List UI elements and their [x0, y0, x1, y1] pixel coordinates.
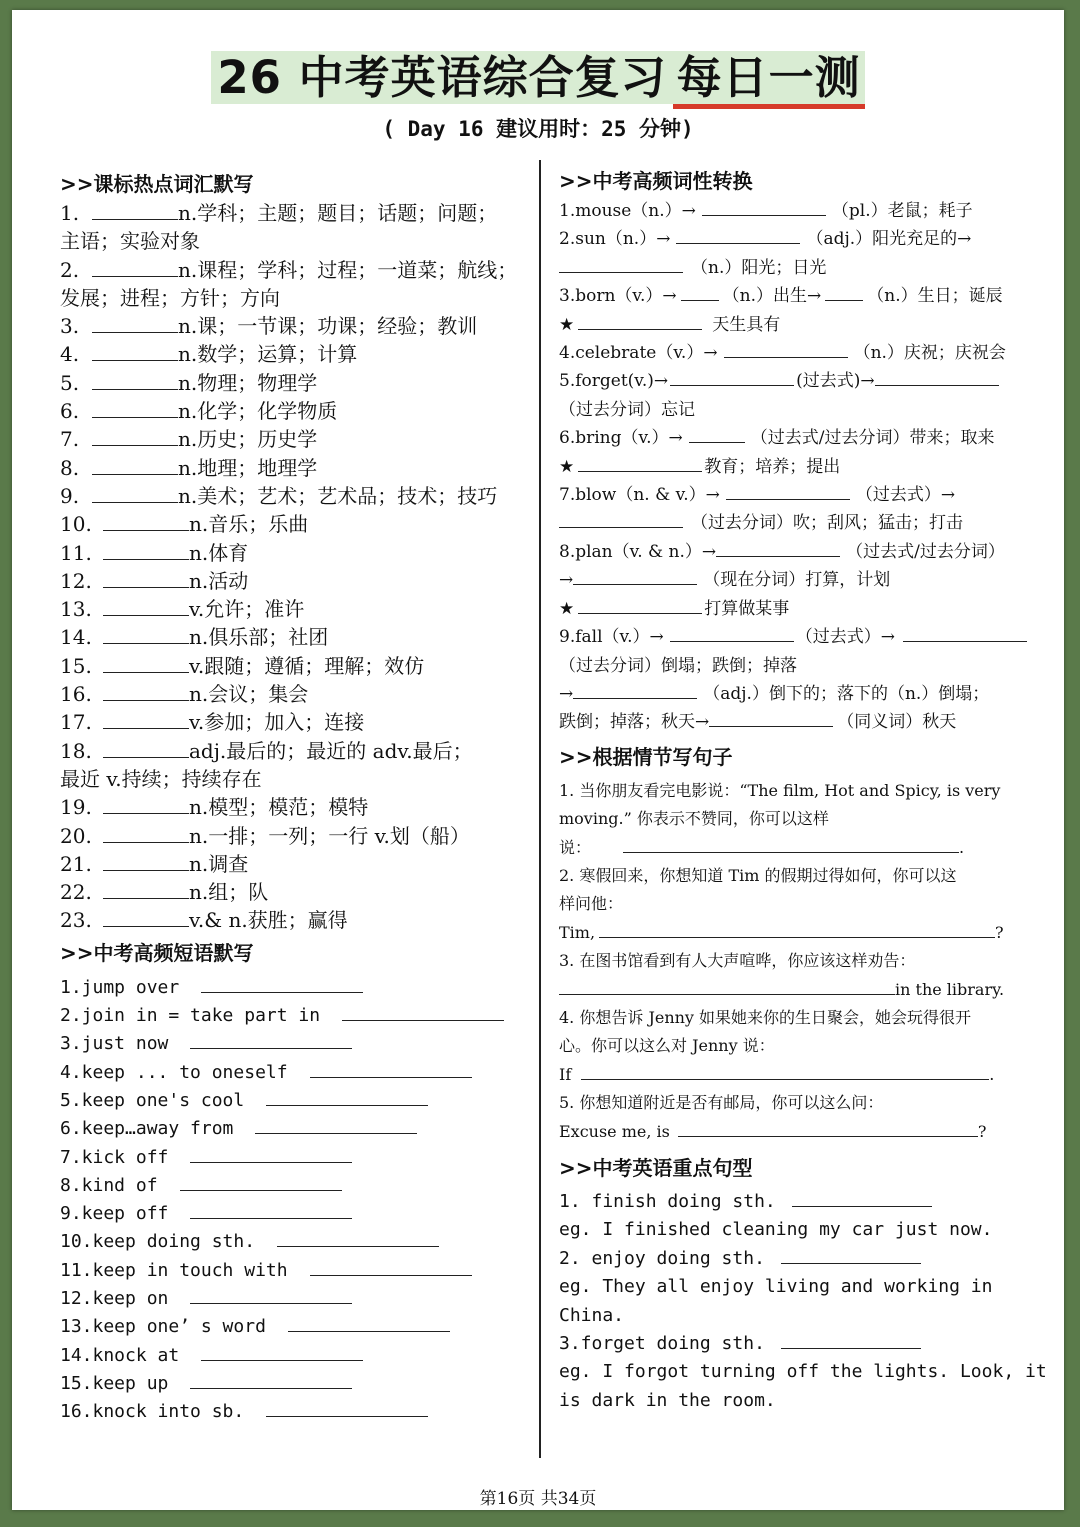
vocab-item [60, 793, 532, 821]
phrase-text: 11.keep in touch with [60, 1259, 288, 1281]
wordform-line: 6.bring（v.）→ （过去式/过去分词）带来；取来 [559, 424, 1037, 452]
pattern-example: is dark in the room. [559, 1389, 776, 1411]
answer-blank[interactable] [103, 512, 189, 531]
pattern-example: eg. They all enjoy living and working in [559, 1276, 993, 1298]
vocab-item [60, 397, 532, 425]
section-heading-sentences: >>根据情节写句子 [559, 744, 733, 769]
worksheet-page [12, 10, 1064, 1510]
answer-blank[interactable] [288, 1313, 450, 1332]
section-heading-phrases: >>中考高频短语默写 [60, 940, 254, 965]
section-heading-wordforms: >>中考高频词性转换 [559, 169, 753, 193]
vocab-item [60, 369, 532, 397]
vocab-meaning: n.数学；运算；计算 [178, 342, 358, 367]
item-number: 12. [60, 568, 92, 593]
sentence-line: Excuse me, is ? [559, 1118, 1037, 1146]
answer-blank[interactable] [190, 1200, 352, 1219]
phrase-item [60, 1313, 532, 1341]
sentence-line: in the library. [559, 976, 1037, 1004]
answer-blank[interactable] [92, 427, 178, 446]
sentence-line: 心。你可以这么对 Jenny 说： [559, 1036, 775, 1056]
wordform-line: （过去分词）吹；刮风；猛击；打击 [559, 509, 1037, 537]
item-number: 4. [60, 342, 80, 367]
item-number: 18. [60, 738, 92, 763]
phrase-text: 4.keep ... to oneself [60, 1061, 288, 1083]
answer-blank[interactable] [190, 1285, 352, 1304]
phrase-text: 10.keep doing sth. [60, 1231, 256, 1253]
sentence-list [559, 777, 1037, 1146]
title-part-2: 每日一测 [673, 51, 865, 109]
phrase-item [60, 1398, 532, 1426]
vocab-item [60, 850, 532, 878]
answer-blank[interactable] [92, 371, 178, 390]
vocab-item [60, 878, 532, 906]
item-number: 23. [60, 908, 92, 933]
item-number: 14. [60, 625, 92, 650]
answer-blank[interactable] [103, 569, 189, 588]
wordform-list [559, 197, 1037, 737]
wordform-line: 跌倒；掉落；秋天→ （同义词）秋天 [559, 708, 1037, 736]
item-number: 16. [60, 682, 92, 707]
phrase-item [60, 1059, 532, 1087]
item-number: 3. [60, 314, 80, 339]
vocab-meaning: n.一排；一列；一行 v.划（船） [189, 823, 470, 848]
vocab-meaning: n.美术；艺术；艺术品；技术；技巧 [178, 483, 498, 508]
vocab-meaning: n.会议；集会 [189, 682, 309, 707]
item-number: 21. [60, 851, 92, 876]
pattern-list [559, 1188, 1047, 1415]
vocab-item [60, 708, 532, 736]
pattern-example: eg. I finished cleaning my car just now. [559, 1219, 993, 1241]
left-column [60, 160, 532, 1426]
wordform-line: → （现在分词）打算，计划 [559, 566, 1037, 594]
wordform-line: （过去分词）倒塌；跌倒；掉落 [559, 655, 797, 676]
vocab-meaning: n.调查 [189, 851, 249, 876]
pattern-example: eg. I forgot turning off the lights. Look, it [559, 1361, 1047, 1383]
vocab-meaning: v.允许；准许 [189, 597, 305, 622]
pattern-example: China. [559, 1304, 625, 1326]
item-number: 9. [60, 483, 80, 508]
phrase-text: 1.jump over [60, 976, 180, 998]
vocab-meaning-cont: 发展；进程；方针；方向 [60, 285, 280, 310]
vocab-meaning: n.化学；化学物质 [178, 399, 338, 424]
vocab-item [60, 623, 532, 651]
phrase-item [60, 1115, 532, 1143]
wordform-line: ★ 打算做某事 [559, 595, 1037, 623]
pattern-line: 2. enjoy doing sth. [559, 1245, 1037, 1273]
vocab-item [60, 652, 532, 680]
vocab-meaning: n.模型；模范；模特 [189, 795, 369, 820]
answer-blank[interactable] [92, 201, 178, 220]
item-number: 20. [60, 823, 92, 848]
phrase-item [60, 1030, 532, 1058]
answer-blank[interactable] [103, 795, 189, 814]
phrase-list [60, 974, 532, 1427]
answer-blank[interactable] [310, 1059, 472, 1078]
vocab-item [60, 312, 532, 340]
vocab-meaning: n.学科；主题；题目；话题；问题； [178, 201, 498, 225]
answer-blank[interactable] [277, 1228, 439, 1247]
phrase-item [60, 1087, 532, 1115]
vocab-item [60, 454, 532, 482]
vocab-item [60, 539, 532, 567]
item-number: 17. [60, 710, 92, 735]
answer-blank[interactable] [103, 654, 189, 673]
wordform-line: ★ 教育；培养；提出 [559, 453, 1037, 481]
answer-blank[interactable] [103, 625, 189, 644]
answer-blank[interactable] [266, 1087, 428, 1106]
phrase-text: 9.keep off [60, 1203, 169, 1225]
vocab-meaning: n.俱乐部；社团 [189, 625, 329, 650]
vocab-item [60, 595, 532, 623]
wordform-line: （过去分词）忘记 [559, 399, 695, 420]
answer-blank[interactable] [255, 1115, 417, 1134]
section-heading-vocab: >>课标热点词汇默写 [60, 172, 254, 196]
phrase-text: 2.join in = take part in [60, 1005, 321, 1027]
item-number: 7. [60, 427, 80, 452]
wordform-line: 5.forget(v.)→ (过去式)→ [559, 367, 1037, 395]
phrase-text: 5.keep one's cool [60, 1089, 245, 1111]
pattern-line: 1. finish doing sth. [559, 1188, 1037, 1216]
phrase-item [60, 1285, 532, 1313]
page-subtitle: ( Day 16 建议用时：25 分钟) [382, 117, 694, 141]
item-number: 8. [60, 455, 80, 480]
vocab-item [60, 256, 532, 284]
vocab-meaning: n.地理；地理学 [178, 455, 318, 480]
answer-blank[interactable] [103, 739, 189, 758]
sentence-line: 说： . [559, 834, 1037, 862]
wordform-line: （n.）阳光；日光 [559, 254, 1037, 282]
answer-blank[interactable] [92, 342, 178, 361]
vocab-item [60, 822, 532, 850]
sentence-line: moving.” 你表示不赞同，你可以这样 [559, 809, 829, 829]
title-part-1: 26 中考英语综合复习 [211, 51, 672, 104]
phrase-item [60, 1370, 532, 1398]
item-number: 11. [60, 540, 92, 565]
answer-blank[interactable] [103, 541, 189, 560]
phrase-text: 7.kick off [60, 1146, 169, 1168]
wordform-line: 2.sun（n.）→ （adj.）阳光充足的→ [559, 225, 1037, 253]
wordform-line: 9.fall（v.）→ （过去式）→ [559, 623, 1037, 651]
vocab-item [60, 425, 532, 453]
sentence-line: If . [559, 1061, 1037, 1089]
phrase-text: 8.kind of [60, 1174, 158, 1196]
vocab-meaning: v.参加；加入；连接 [189, 710, 365, 735]
sentence-line: 1. 当你朋友看完电影说：“The film, Hot and Spicy, is very [559, 780, 1001, 800]
vocab-item [60, 510, 532, 538]
phrase-text: 15.keep up [60, 1372, 169, 1394]
vocab-meaning: n.音乐；乐曲 [189, 512, 309, 537]
answer-blank[interactable] [103, 710, 189, 729]
vocab-meaning-cont: 最近 v.持续；持续存在 [60, 766, 262, 791]
sentence-line: 5. 你想知道附近是否有邮局，你可以这么问： [559, 1093, 884, 1113]
vocab-meaning-cont: 主语；实验对象 [60, 229, 200, 254]
sentence-line: 2. 寒假回来，你想知道 Tim 的假期过得如何，你可以这 [559, 865, 957, 885]
wordform-line: 3.born（v.）→ （n.）出生→ （n.）生日；诞辰 [559, 282, 1037, 310]
answer-blank[interactable] [103, 852, 189, 871]
page-title [12, 50, 1064, 106]
wordform-line: ★ 天生具有 [559, 311, 1037, 339]
vocab-meaning: n.课；一节课；功课；经验；教训 [178, 314, 478, 339]
vocab-meaning: n.物理；物理学 [178, 370, 318, 395]
answer-blank[interactable] [92, 399, 178, 418]
answer-blank[interactable] [103, 908, 189, 927]
column-divider [539, 160, 541, 1458]
sentence-line: 样问他： [559, 894, 624, 914]
sentence-line: 4. 你想告诉 Jenny 如果她来你的生日聚会，她会玩得很开 [559, 1007, 972, 1027]
vocab-item [60, 482, 532, 510]
answer-blank[interactable] [103, 597, 189, 616]
vocab-meaning: v.& n.获胜；赢得 [189, 908, 348, 933]
vocab-meaning: n.组；队 [189, 880, 269, 905]
wordform-line: 7.blow（n. & v.）→ （过去式）→ [559, 481, 1037, 509]
phrase-text: 14.knock at [60, 1344, 180, 1366]
sentence-line: Tim, ? [559, 919, 1037, 947]
item-number: 19. [60, 795, 92, 820]
answer-blank[interactable] [342, 1002, 504, 1021]
phrase-item [60, 1200, 532, 1228]
page-footer: 第16页 共34页 [479, 1489, 597, 1509]
vocab-meaning: adj.最后的；最近的 adv.最后； [189, 738, 473, 763]
vocab-meaning: n.历史；历史学 [178, 427, 318, 452]
wordform-line: 4.celebrate（v.）→ （n.）庆祝；庆祝会 [559, 339, 1037, 367]
phrase-text: 16.knock into sb. [60, 1401, 245, 1423]
vocab-meaning: n.课程；学科；过程；一道菜；航线； [178, 257, 518, 282]
item-number: 5. [60, 370, 80, 395]
answer-blank[interactable] [190, 1030, 352, 1049]
answer-blank[interactable] [103, 824, 189, 843]
answer-blank[interactable] [103, 682, 189, 701]
vocab-meaning: n.活动 [189, 568, 249, 593]
wordform-line: → （adj.）倒下的；落下的（n.）倒塌； [559, 680, 1037, 708]
phrase-text: 3.just now [60, 1033, 169, 1055]
sentence-line: 3. 在图书馆看到有人大声喧哗，你应该这样劝告： [559, 951, 916, 971]
phrase-item [60, 1002, 532, 1030]
vocab-meaning: v.跟随；遵循；理解；效仿 [189, 653, 425, 678]
phrase-item [60, 1257, 532, 1285]
phrase-text: 12.keep on [60, 1287, 169, 1309]
vocab-item [60, 199, 532, 227]
vocab-item [60, 567, 532, 595]
wordform-line: 1.mouse（n.）→ （pl.）老鼠；耗子 [559, 197, 1037, 225]
vocab-list [60, 199, 532, 935]
vocab-item [60, 906, 532, 934]
answer-blank[interactable] [180, 1172, 342, 1191]
phrase-item [60, 1144, 532, 1172]
phrase-item [60, 974, 532, 1002]
item-number: 2. [60, 257, 80, 282]
answer-blank[interactable] [92, 484, 178, 503]
answer-blank[interactable] [92, 456, 178, 475]
item-number: 10. [60, 512, 92, 537]
answer-blank[interactable] [92, 258, 178, 277]
pattern-line: 3.forget doing sth. [559, 1330, 1037, 1358]
phrase-text: 6.keep…away from [60, 1118, 234, 1140]
vocab-item [60, 737, 532, 765]
wordform-line: 8.plan（v. & n.）→ （过去式/过去分词） [559, 538, 1037, 566]
item-number: 6. [60, 399, 80, 424]
answer-blank[interactable] [92, 314, 178, 333]
answer-blank[interactable] [103, 880, 189, 899]
answer-blank[interactable] [310, 1257, 472, 1276]
answer-blank[interactable] [266, 1398, 428, 1417]
answer-blank[interactable] [201, 1342, 363, 1361]
phrase-item [60, 1228, 532, 1256]
item-number: 13. [60, 597, 92, 622]
answer-blank[interactable] [190, 1144, 352, 1163]
item-number: 15. [60, 653, 92, 678]
item-number: 1. [60, 201, 80, 225]
vocab-meaning: n.体育 [189, 540, 249, 565]
vocab-item [60, 680, 532, 708]
answer-blank[interactable] [201, 974, 363, 993]
section-heading-patterns: >>中考英语重点句型 [559, 1156, 753, 1180]
right-column [559, 160, 1047, 1415]
phrase-item [60, 1172, 532, 1200]
vocab-item [60, 340, 532, 368]
phrase-text: 13.keep one’ s word [60, 1316, 266, 1338]
answer-blank[interactable] [190, 1370, 352, 1389]
phrase-item [60, 1342, 532, 1370]
item-number: 22. [60, 880, 92, 905]
